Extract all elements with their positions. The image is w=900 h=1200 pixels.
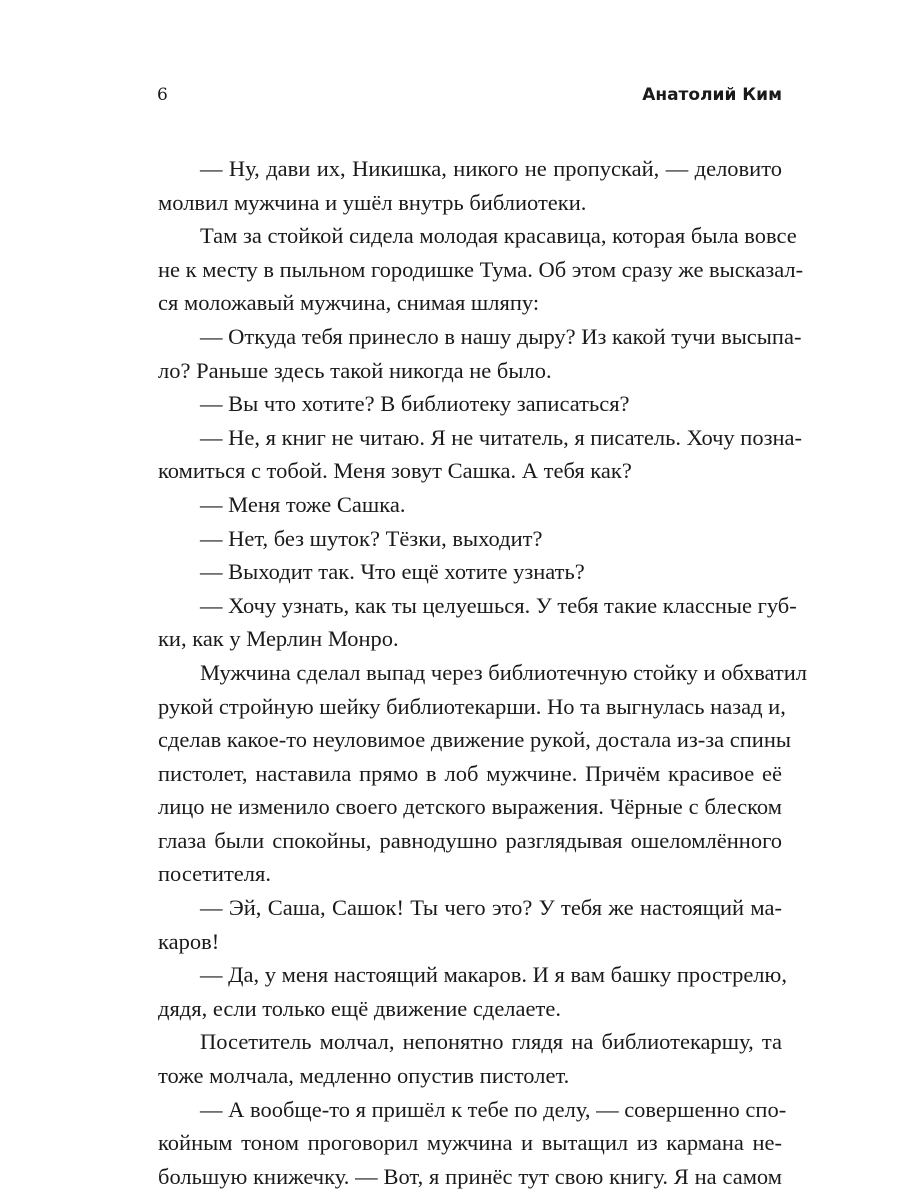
text-line: — Выходит так. Что ещё хотите узнать? xyxy=(200,559,585,585)
text-line: — Да, у меня настоящий макаров. И я вам башку прострелю, xyxy=(200,962,787,988)
text-line: комиться с тобой. Меня зовут Сашка. А тебя как? xyxy=(158,458,632,484)
text-line: ки, как у Мерлин Монро. xyxy=(158,626,399,652)
text-line: пистолет, наставила прямо в лоб мужчине. Причём красивое её xyxy=(158,760,782,786)
text-line: посетителя. xyxy=(158,861,271,887)
text-line: — Меня тоже Сашка. xyxy=(200,491,406,517)
text-line: тоже молчала, медленно опустив пистолет. xyxy=(158,1063,570,1089)
text-line: Там за стойкой сидела молодая красавица, которая была вовсе xyxy=(200,223,797,249)
text-line: — Откуда тебя принесло в нашу дыру? Из какой тучи высыпа- xyxy=(200,323,802,349)
text-line: каров! xyxy=(158,928,220,954)
text-line: большую книжечку. — Вот, я принёс тут свою книгу. Я на самом xyxy=(158,1163,782,1189)
text-line: ло? Раньше здесь такой никогда не было. xyxy=(158,357,552,383)
text-line: ся моложавый мужчина, снимая шляпу: xyxy=(158,290,540,316)
text-line: койным тоном проговорил мужчина и вытащил из кармана не- xyxy=(158,1130,782,1156)
text-line: Посетитель молчал, непонятно глядя на библиотекаршу, та xyxy=(200,1029,782,1055)
text-line: — Не, я книг не читаю. Я не читатель, я писатель. Хочу позна- xyxy=(200,424,802,450)
text-line: молвил мужчина и ушёл внутрь библиотеки. xyxy=(158,189,587,215)
page-number: 6 xyxy=(157,85,168,105)
text-line: лицо не изменило своего детского выражения. Чёрные с блеском xyxy=(158,794,782,820)
running-head-author: Анатолий Ким xyxy=(642,85,782,105)
text-line: — Ну, дави их, Никишка, никого не пропускай, — деловито xyxy=(200,156,782,181)
text-line: сделав какое-то неуловимое движение рукой, достала из-за спины xyxy=(158,727,792,753)
body-text xyxy=(158,152,808,1193)
text-line: рукой стройную шейку библиотекарши. Но та выгнулась назад и, xyxy=(158,693,786,719)
text-line: — Вы что хотите? В библиотеку записаться? xyxy=(200,391,630,417)
text-line: не к месту в пыльном городишке Тума. Об этом сразу же высказал- xyxy=(158,256,804,282)
text-line: Мужчина сделал выпад через библиотечную стойку и обхватил xyxy=(200,659,808,685)
text-line: — Нет, без шуток? Тёзки, выходит? xyxy=(200,525,543,551)
text-line: глаза были спокойны, равнодушно разглядывая ошеломлённого xyxy=(158,827,782,853)
text-line: — А вообще-то я пришёл к тебе по делу, — совершенно спо- xyxy=(200,1096,787,1122)
text-line: дядя, если только ещё движение сделаете. xyxy=(158,995,561,1021)
text-line: — Хочу узнать, как ты целуешься. У тебя такие классные губ- xyxy=(200,592,797,618)
text-line: — Эй, Саша, Сашок! Ты чего это? У тебя же настоящий ма- xyxy=(200,895,782,921)
